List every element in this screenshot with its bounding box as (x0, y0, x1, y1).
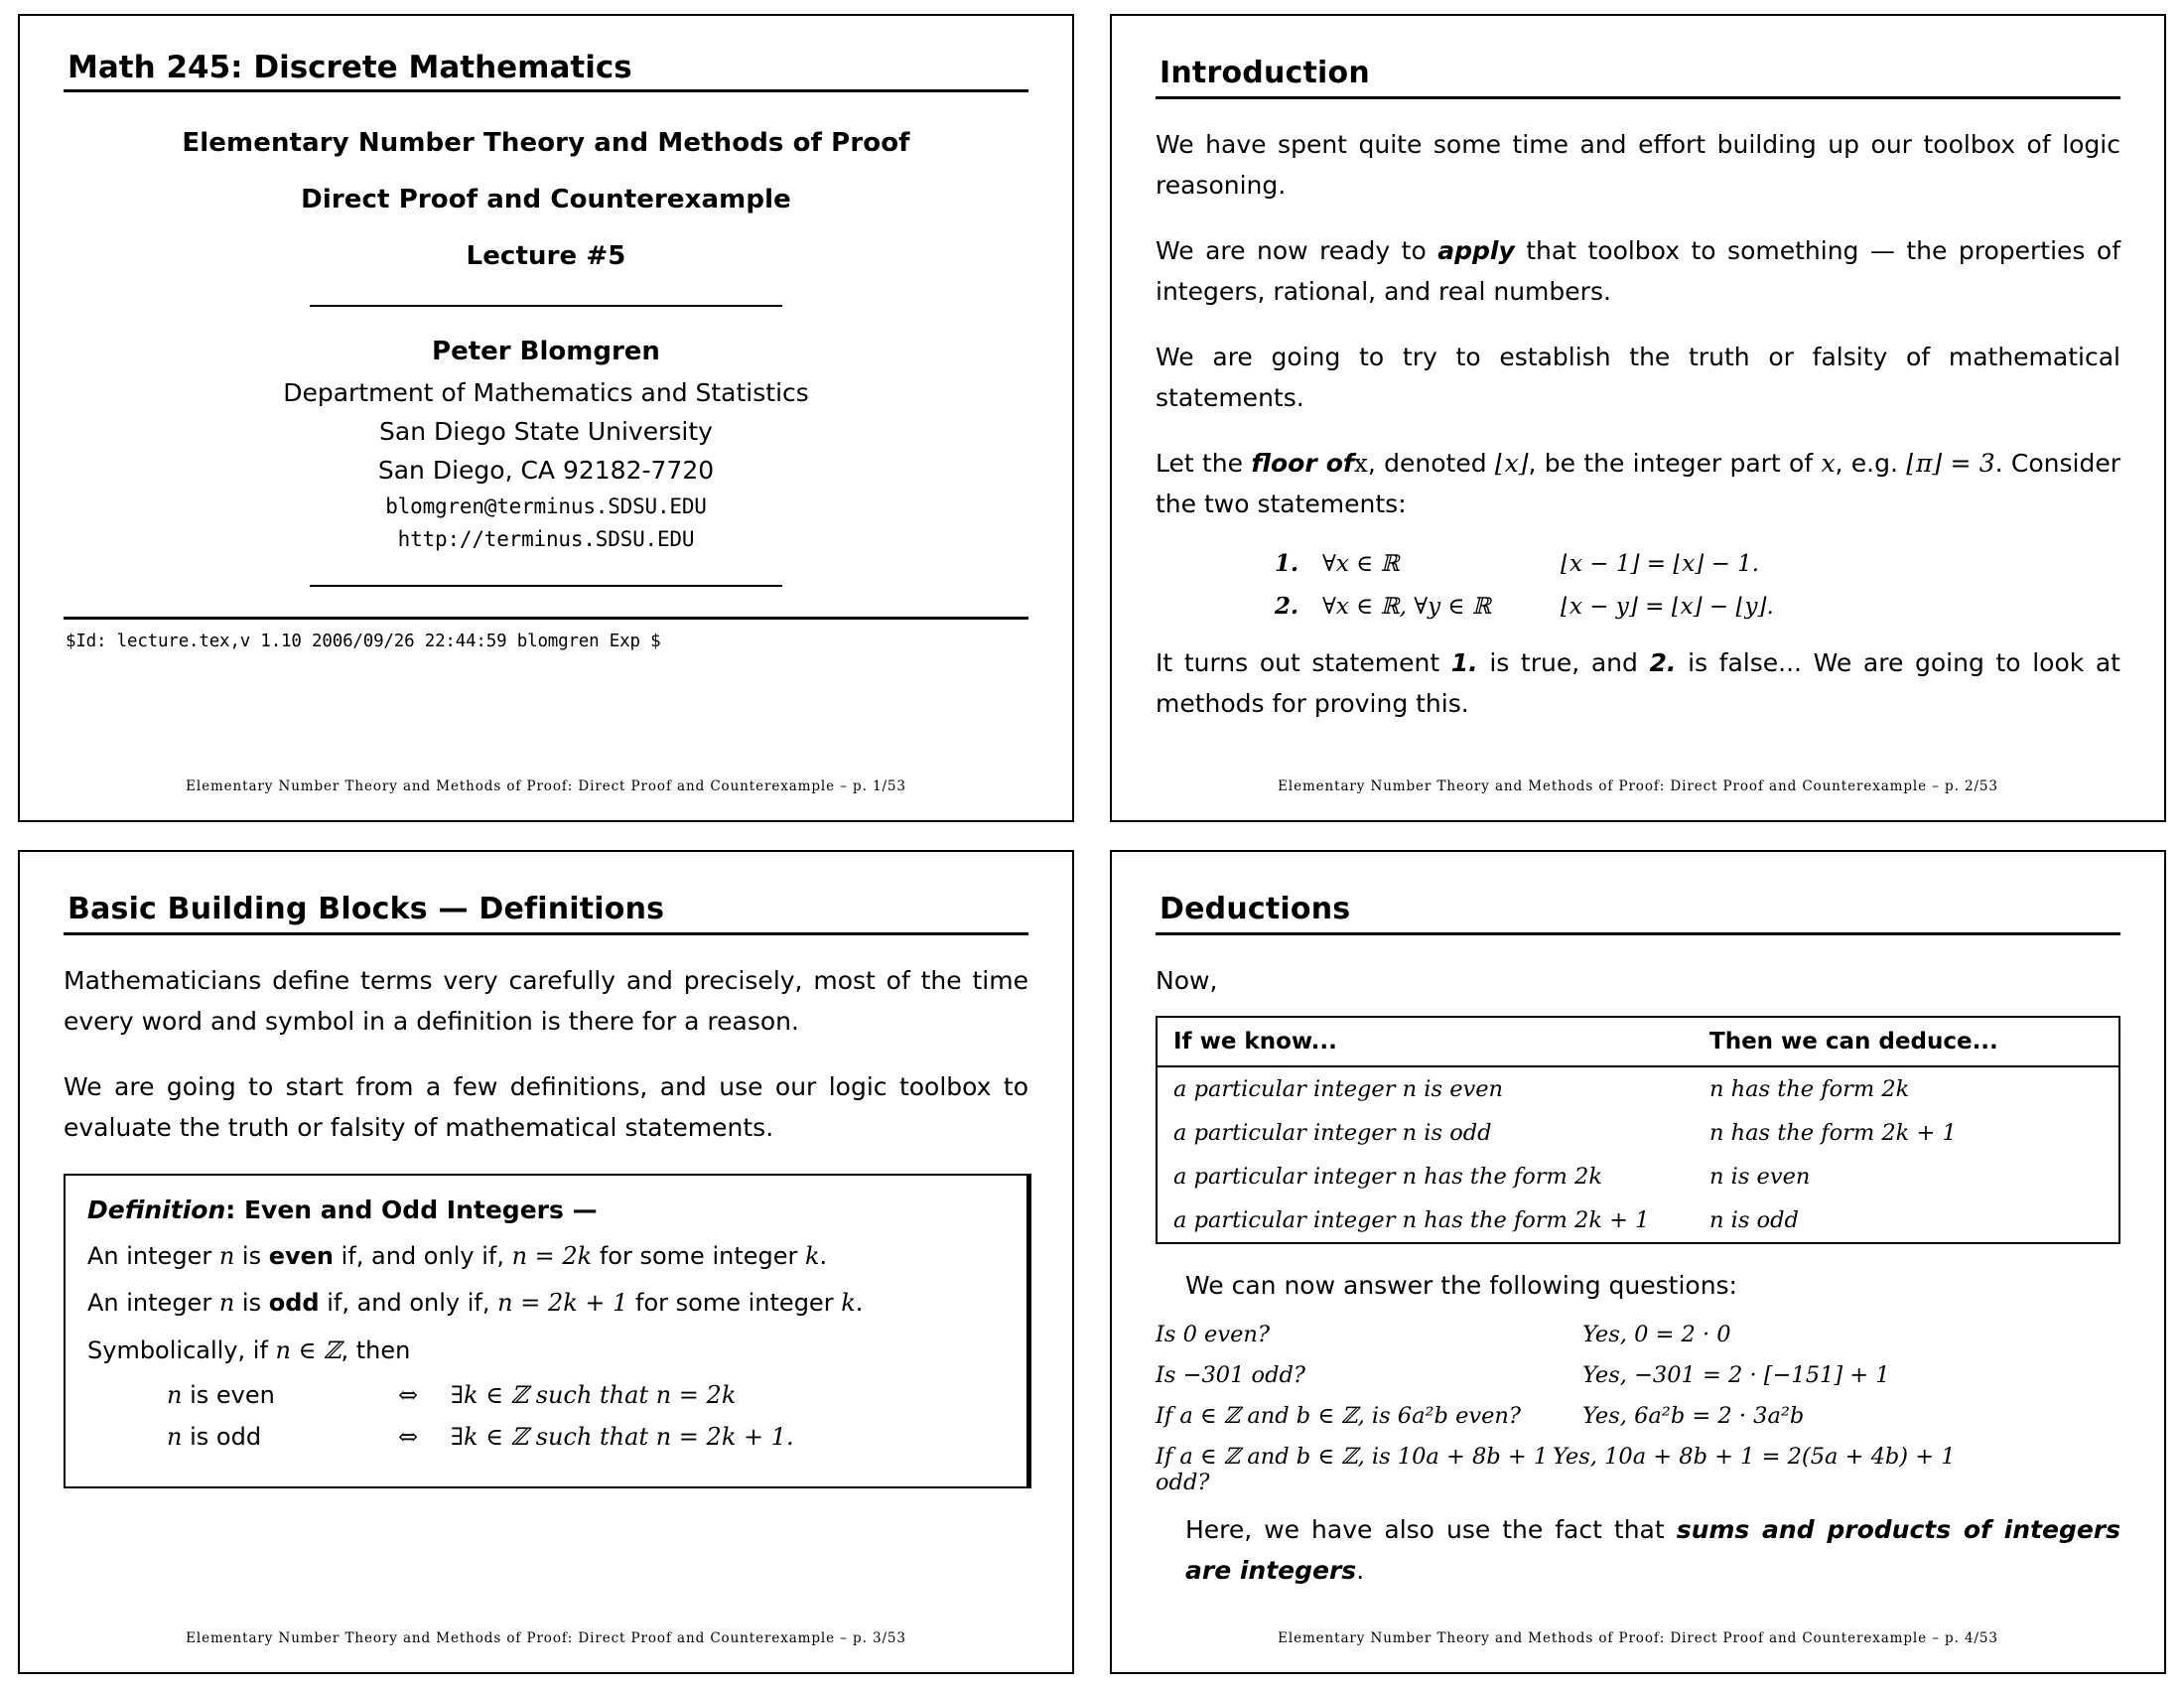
floor-emphasis: floor of (1251, 449, 1354, 478)
symbolic-row-even (87, 1381, 1005, 1409)
slide-cell-3 (0, 836, 1092, 1688)
slide-footer: Elementary Number Theory and Methods of Proof: Direct Proof and Counterexample – p. 1/53 (186, 778, 906, 794)
even-pre: An integer (87, 1242, 219, 1270)
paragraph-now: Now, (1156, 966, 1218, 995)
table-header-row (1158, 1018, 2118, 1067)
statement-quantifier: ∀x ∈ ℝ (1322, 551, 1400, 577)
closing-pre: Here, we have also use the fact that (1185, 1515, 1677, 1544)
paragraph-questions-lead: We can now answer the following questions: (1185, 1270, 1737, 1300)
floor-post: , be the integer part of (1528, 449, 1822, 478)
title-rule (1156, 932, 2120, 935)
definition-heading (87, 1196, 1005, 1224)
apply-post: that toolbox to something — the properties of integers, rational, and real numbers. (1156, 236, 2121, 306)
qa-question: Is 0 even? (1156, 1322, 1270, 1347)
deductions-slide (1110, 850, 2166, 1674)
slide-cell-4 (1092, 836, 2184, 1688)
qa-question: Is −301 odd? (1156, 1362, 1305, 1388)
table-cell-know: a particular integer n is odd (1173, 1119, 1492, 1146)
statement-list (1156, 550, 2120, 620)
paragraph-toolbox: We have spent quite some time and effort building up our toolbox of logic reasoning. (1156, 130, 2120, 200)
deduction-table (1156, 1016, 2120, 1244)
apply-emphasis: apply (1437, 236, 1515, 265)
even-k: k (805, 1242, 820, 1270)
even-forsome: for some integer (592, 1242, 805, 1270)
revision-rule (64, 617, 1028, 620)
paragraph-apply (1156, 231, 2120, 312)
odd-forsome: for some integer (627, 1289, 842, 1318)
title-slide (18, 14, 1074, 822)
table-cell-deduce: n is odd (1709, 1206, 1799, 1233)
title-rule (64, 932, 1028, 935)
slide-footer: Elementary Number Theory and Methods of Proof: Direct Proof and Counterexample – p. 2/53 (1278, 778, 1998, 794)
odd-n: n (218, 1289, 235, 1318)
revision-id: $Id: lecture.tex,v 1.10 2006/09/26 22:44:59 blomgren Exp $ (66, 632, 661, 651)
qa-row (1156, 1444, 2120, 1495)
even-period: . (819, 1242, 828, 1270)
statement-equation: ⌊x − y⌋ = ⌊x⌋ − ⌊y⌋. (1561, 594, 1774, 620)
conclusion-ref-one: 1. (1450, 648, 1478, 677)
floor-variable: x (1353, 449, 1368, 478)
iff-icon: ⇔ (397, 1381, 419, 1410)
closing-post: . (1356, 1555, 1365, 1585)
odd-equation: n = 2k + 1 (497, 1289, 628, 1318)
qa-row (1156, 1322, 2120, 1347)
title-rule (64, 89, 1028, 92)
author-name: Peter Blomgren (432, 337, 660, 366)
symbolic-right: ∃k ∈ ℤ such that n = 2k + 1. (451, 1423, 794, 1452)
table-cell-know: a particular integer n has the form 2k (1173, 1163, 1602, 1190)
table-row (1158, 1111, 2118, 1155)
lower-divider (310, 585, 782, 587)
qa-row (1156, 1362, 2120, 1388)
symbolic-left-text: is even (182, 1381, 275, 1410)
lecture-number: Lecture #5 (466, 241, 626, 271)
paragraph-mathematicians: Mathematicians define terms very carefully and precisely, most of the time every word and symbol in a definition is there for a reason. (64, 966, 1028, 1036)
odd-k: k (841, 1289, 856, 1318)
qa-question: If a ∈ ℤ and b ∈ ℤ, is 10a + 8b + 1 odd? (1156, 1444, 1549, 1495)
subtitle-line-2: Direct Proof and Counterexample (301, 185, 791, 214)
qa-answer: Yes, 6a²b = 2 · 3a²b (1582, 1403, 1805, 1429)
table-cell-know: a particular integer n is even (1173, 1075, 1504, 1102)
definitions-slide (18, 850, 1074, 1674)
symbolically-math: n ∈ ℤ (275, 1336, 341, 1364)
odd-iff: if, and only if, (319, 1289, 498, 1318)
table-cell-deduce: n has the form 2k + 1 (1709, 1119, 1957, 1146)
author-url[interactable]: http://terminus.SDSU.EDU (397, 527, 695, 551)
table-row (1158, 1155, 2118, 1198)
floor-end: . Consider the two statements: (1156, 449, 2121, 518)
affiliation-address: San Diego, CA 92182-7720 (377, 456, 715, 485)
floor-pi-example: ⌊π⌋ = 3 (1906, 449, 1995, 478)
floor-pre: Let the (1156, 449, 1252, 478)
table-cell-deduce: n has the form 2k (1709, 1075, 1910, 1102)
apply-pre: We are now ready to (1156, 236, 1438, 265)
symbolically-post: , then (341, 1336, 411, 1364)
course-title: Math 245: Discrete Mathematics (68, 50, 632, 85)
column-header-know: If we know... (1173, 1028, 1337, 1055)
statement-row (1156, 593, 2120, 620)
closing-emphasis: sums and products of integers are integers (1185, 1515, 2121, 1585)
statement-row (1156, 550, 2120, 577)
symbolically-pre: Symbolically, if (87, 1336, 276, 1364)
page-title: Introduction (1160, 56, 1370, 90)
symbolic-right: ∃k ∈ ℤ such that n = 2k (451, 1381, 737, 1410)
even-equation: n = 2k (511, 1242, 593, 1270)
floor-notation: ⌊x⌋ (1494, 449, 1529, 478)
table-cell-know: a particular integer n has the form 2k + 1 (1173, 1206, 1650, 1233)
statement-number: 2. (1275, 593, 1299, 620)
even-n: n (218, 1242, 235, 1270)
floor-mid: , denoted (1367, 449, 1495, 478)
conclusion-post: is false... We are going to look at methods for proving this. (1156, 648, 2120, 718)
question-answer-list (1156, 1322, 2120, 1495)
paragraph-start-definitions: We are going to start from a few definitions, and use our logic toolbox to evaluate the truth or falsity of mathematical statements. (64, 1072, 1028, 1142)
symbolic-left-var: n (167, 1381, 183, 1410)
subtitle-line-1: Elementary Number Theory and Methods of Proof (182, 128, 910, 158)
definition-label: Definition (87, 1196, 226, 1224)
statement-quantifier: ∀x ∈ ℝ, ∀y ∈ ℝ (1322, 594, 1491, 620)
paragraph-conclusion (1156, 643, 2120, 724)
slide-footer: Elementary Number Theory and Methods of Proof: Direct Proof and Counterexample – p. 3/53 (186, 1630, 906, 1646)
definition-symbolically-line (87, 1335, 1005, 1366)
definition-box (64, 1174, 1028, 1488)
conclusion-pre: It turns out statement (1156, 648, 1451, 677)
statement-equation: ⌊x − 1⌋ = ⌊x⌋ − 1. (1561, 551, 1760, 577)
floor-eg: , e.g. (1835, 449, 1907, 478)
odd-period: . (855, 1289, 864, 1318)
page-title: Deductions (1160, 892, 1351, 926)
affiliation-university: San Diego State University (379, 417, 713, 446)
qa-row (1156, 1403, 2120, 1429)
table-cell-deduce: n is even (1709, 1163, 1811, 1190)
qa-question: If a ∈ ℤ and b ∈ ℤ, is 6a²b even? (1156, 1403, 1521, 1429)
floor-x: x (1821, 449, 1836, 478)
paragraph-truth-falsity: We are going to try to establish the truth or falsity of mathematical statements. (1156, 343, 2120, 412)
definition-heading-rest: : Even and Odd Integers — (225, 1196, 598, 1224)
qa-answer: Yes, 0 = 2 · 0 (1582, 1322, 1731, 1347)
slide-footer: Elementary Number Theory and Methods of Proof: Direct Proof and Counterexample – p. 4/53 (1278, 1630, 1998, 1646)
conclusion-ref-two: 2. (1649, 648, 1677, 677)
slide-cell-1 (0, 0, 1092, 836)
author-email[interactable]: blomgren@terminus.SDSU.EDU (385, 494, 707, 518)
even-keyword: even (268, 1242, 335, 1270)
iff-icon: ⇔ (397, 1423, 419, 1452)
affiliation-department: Department of Mathematics and Statistics (283, 378, 809, 407)
qa-answer: Yes, 10a + 8b + 1 = 2(5a + 4b) + 1 (1553, 1444, 1956, 1470)
paragraph-floor-definition (1156, 444, 2120, 524)
page-title: Basic Building Blocks — Definitions (68, 892, 665, 926)
table-row (1158, 1198, 2118, 1242)
title-rule (1156, 96, 2120, 99)
table-row (1158, 1067, 2118, 1111)
symbolic-left (167, 1381, 365, 1409)
qa-answer: Yes, −301 = 2 · [−151] + 1 (1582, 1362, 1890, 1388)
definition-odd-line (87, 1287, 1005, 1319)
definition-even-line (87, 1240, 1005, 1272)
symbolic-left-var: n (167, 1423, 183, 1452)
conclusion-mid: is true, and (1477, 648, 1650, 677)
slide-cell-2 (1092, 0, 2184, 836)
even-iff: if, and only if, (334, 1242, 512, 1270)
upper-divider (310, 305, 782, 307)
odd-is: is (234, 1289, 269, 1318)
symbolic-left (167, 1423, 365, 1451)
statement-number: 1. (1275, 550, 1299, 577)
odd-pre: An integer (87, 1289, 219, 1318)
paragraph-closing (1156, 1510, 2120, 1591)
even-is: is (234, 1242, 269, 1270)
symbolic-row-odd (87, 1423, 1005, 1451)
column-header-deduce: Then we can deduce... (1709, 1028, 1998, 1055)
introduction-slide (1110, 14, 2166, 822)
symbolic-left-text: is odd (182, 1423, 262, 1452)
odd-keyword: odd (268, 1289, 320, 1318)
